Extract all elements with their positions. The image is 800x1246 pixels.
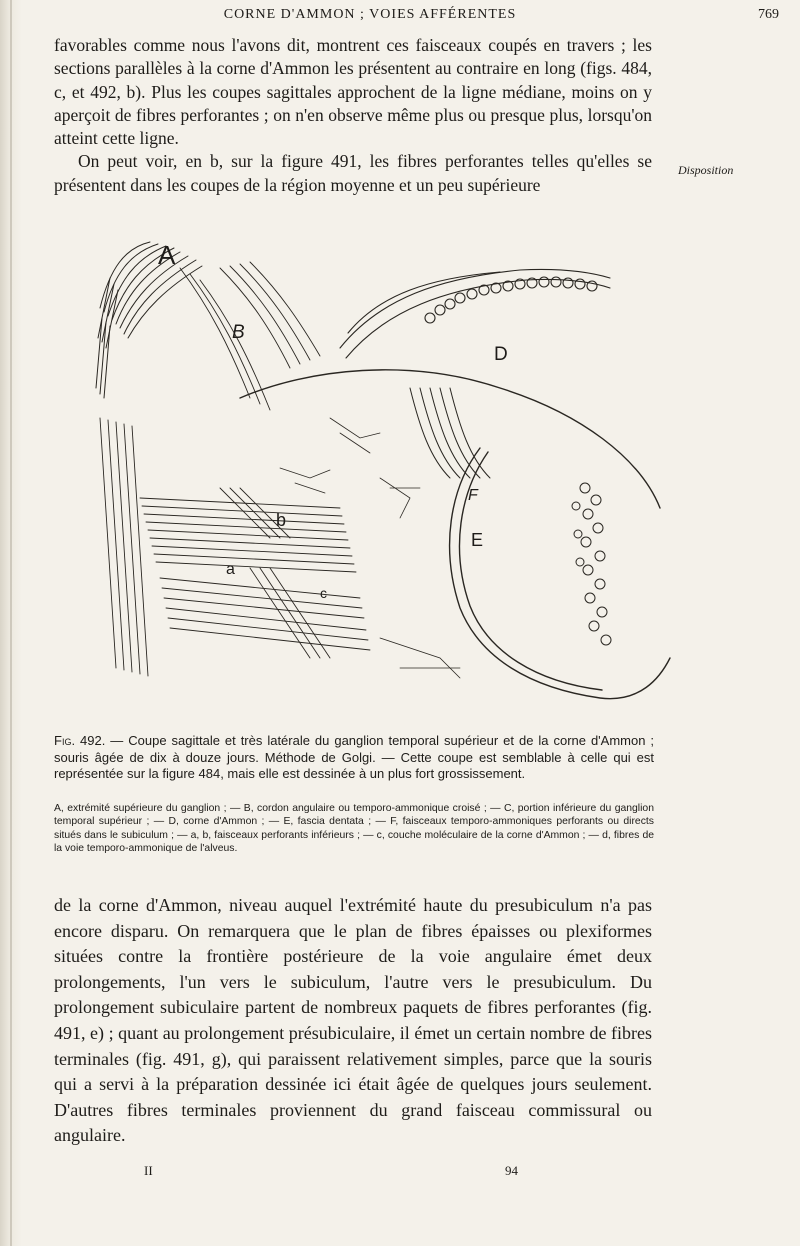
paragraph-text: On peut voir, en b, sur la figure 491, les fibres perforantes telles qu'elles se présentent dans les coupes de la région moyenne et un peu supérieure <box>54 151 652 195</box>
paragraph-bottom <box>54 893 652 1149</box>
paragraph-text: favorables comme nous l'avons dit, montrent ces faisceaux coupés en travers ; les sections parallèles à la corne d'Ammon les présentent au contraire en long (figs. 484, c, et 492, b). Plus les coupes sagittales approchent de la ligne médiane, moins on y aperçoit de fibres perforantes ; on n'en observe même plus ou presque plus, lorsqu'on atteint cette ligne. <box>54 35 652 149</box>
running-head: CORNE D'AMMON ; VOIES AFFÉRENTES <box>223 7 517 22</box>
label-b-lower: b <box>276 510 287 530</box>
figure-492 <box>80 238 676 722</box>
paragraph-top <box>54 34 652 197</box>
figure-legend: A, extrémité supérieure du ganglion ; — B, cordon angulaire ou temporo-ammonique croisé ; — C, portion inférieure du ganglion temporal supérieur ; — D, corne d'Ammon ; — E, fascia dentata ; — F, faisceaux temporo-ammoniques perforants ou directs situés dans le subiculum ; — a, b, faisceaux perforants inférieurs ; — c, couche moléculaire de la corne d'Ammon ; — d, fibres de la voie temporo-ammonique de l'alveus. <box>54 803 654 855</box>
fibre-bundle-f <box>410 388 490 478</box>
label-b-upper: B <box>232 322 245 343</box>
figure-number: Fig. 492. <box>54 733 106 748</box>
cornu-ammonis-cells <box>340 269 610 358</box>
label-d-upper: D <box>494 344 508 365</box>
figure-caption <box>54 733 654 783</box>
signature-mark: II <box>144 1163 153 1178</box>
page-number: 769 <box>758 7 779 22</box>
label-a-lower: a <box>226 561 235 578</box>
label-a-upper: A <box>158 240 176 270</box>
book-binding-edge <box>0 0 22 1246</box>
label-f-upper: F <box>468 487 478 504</box>
margin-note: Disposition <box>678 163 734 177</box>
fascia-dentata-cells <box>572 483 611 645</box>
fibre-bundle-b <box>180 262 320 410</box>
sheet-number: 94 <box>505 1163 518 1178</box>
label-e-upper: E <box>471 530 484 550</box>
fibre-bundle-ab <box>100 418 370 676</box>
label-c-lower: c <box>320 585 327 601</box>
golgi-section-drawing <box>80 238 676 722</box>
fibre-bundle-a <box>96 242 202 398</box>
caption-text: — Coupe sagittale et très latérale du ganglion temporal supérieur et de la corne d'Ammon ; souris âgée de dix à douze jours. Méthode de Golgi. — Cette coupe est semblable à celle qui est représentée sur la figure 484, mais elle est dessinée à un plus fort grossissement. <box>54 733 655 782</box>
paragraph-text: de la corne d'Ammon, niveau auquel l'extrémité haute du presubiculum n'a pas encore disparu. On remarquera que le plan de fibres épaisses ou plexiformes situées contre la frontière postérieure de la voie angulaire émet deux prolongements, l'un vers le subiculum, l'autre vers le presubiculum. Du prolongement subiculaire partent de nombreux paquets de fibres perforantes (fig. 491, e) ; quant au prolongement présubiculaire, il émet un certain nombre de fibres terminales (fig. 491, g), qui paraissent relativement simples, parce que la souris qui a servi à la préparation dessinée ici était âgée de quelques jours seulement. D'autres fibres terminales proviennent du grand faisceau commissural ou angulaire. <box>54 895 652 1146</box>
